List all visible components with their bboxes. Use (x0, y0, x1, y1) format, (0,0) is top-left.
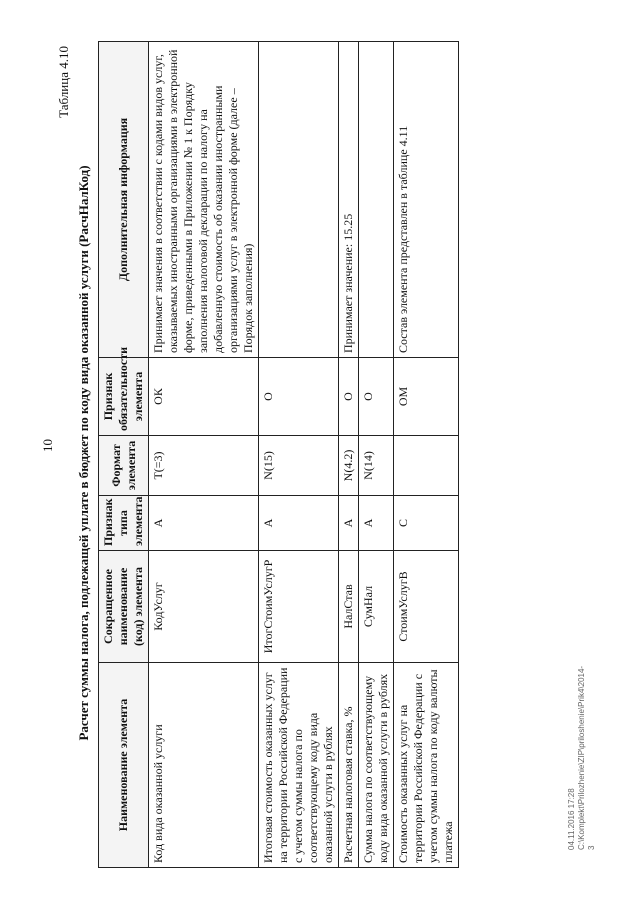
header-format: Формат элемента (99, 436, 149, 496)
cell-type: А (149, 496, 259, 551)
cell-info (359, 42, 394, 358)
table-row (394, 42, 459, 868)
cell-required: О (359, 358, 394, 436)
cell-type: А (339, 496, 359, 551)
cell-type: С (394, 496, 459, 551)
cell-info (259, 42, 339, 358)
cell-format: N(4.2) (339, 436, 359, 496)
header-info: Дополнительная информация (99, 42, 149, 358)
header-required: Признак обязательности элемента (99, 358, 149, 436)
rotated-page-content (56, 38, 516, 868)
cell-type: А (259, 496, 339, 551)
table-row (339, 42, 359, 868)
cell-code: СумНал (359, 551, 394, 663)
cell-name: Сумма налога по соответствующему коду вида оказанной услуги в рублях (359, 663, 394, 868)
cell-format: T(=3) (149, 436, 259, 496)
table-header-row (99, 42, 149, 868)
cell-code: НалСтав (339, 551, 359, 663)
cell-code: ИтогСтоимУслугР (259, 551, 339, 663)
cell-type: А (359, 496, 394, 551)
header-code: Сокращенное наименование (код) элемента (99, 551, 149, 663)
cell-name: Расчетная налоговая ставка, % (339, 663, 359, 868)
elements-table (98, 41, 459, 868)
cell-format (394, 436, 459, 496)
cell-name: Стоимость оказанных услуг на территории Российской Федерации с учетом суммы налога по коду валюты платежа (394, 663, 459, 868)
cell-required: О (339, 358, 359, 436)
cell-info: Принимает значение: 15.25 (339, 42, 359, 358)
cell-info: Принимает значения в соответствии с кодами видов услуг, оказываемых иностранными организациями в электронной форме, приведенными в Приложении № 1 к Порядку заполнения налоговой декларации по налогу на добавленную стоимость об оказании иностранными организациями услуг в электронной форме (далее – Порядок заполнения) (149, 42, 259, 358)
table-row (359, 42, 394, 868)
table-row (259, 42, 339, 868)
footer-date: 04.11.2016 17:28 (567, 788, 576, 850)
table-row (149, 42, 259, 868)
cell-required: О (259, 358, 339, 436)
cell-code: КодУслуг (149, 551, 259, 663)
table-label: Таблица 4.10 (56, 46, 71, 118)
footer-path: C:\Komplekt\Prilozhenie\ZIP\priloshenie\Prik4\2014-3 (577, 665, 596, 850)
cell-code: СтоимУслугВ (394, 551, 459, 663)
header-name: Наименование элемента (99, 663, 149, 868)
cell-info: Состав элемента представлен в таблице 4.11 (394, 42, 459, 358)
cell-name: Код вида оказанной услуги (149, 663, 259, 868)
cell-name: Итоговая стоимость оказанных услуг на территории Российской Федерации с учетом суммы налога по соответствующему коду вида оказанной услуги в рублях (259, 663, 339, 868)
footer (567, 665, 597, 850)
cell-required: ОК (149, 358, 259, 436)
table-title: Расчет суммы налога, подлежащей уплате в бюджет по коду вида оказанной услуги (РасчНалКод) (76, 165, 91, 741)
page-number: 10 (40, 439, 55, 452)
cell-format: N(14) (359, 436, 394, 496)
cell-format: N(15) (259, 436, 339, 496)
cell-required: ОМ (394, 358, 459, 436)
header-type: Признак типа элемента (99, 496, 149, 551)
